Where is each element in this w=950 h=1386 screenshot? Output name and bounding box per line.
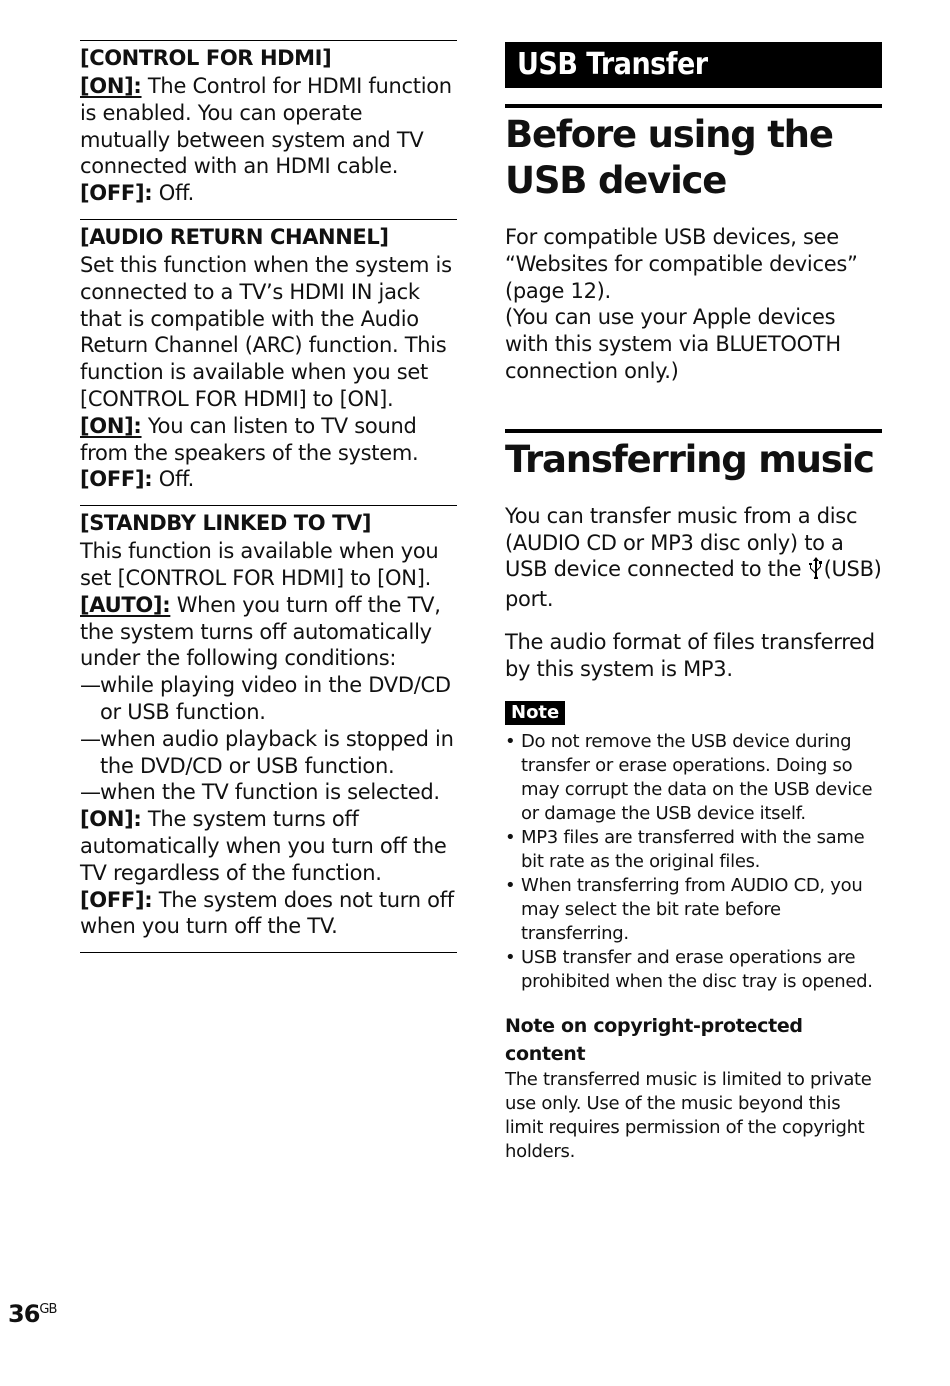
condition-item: — when audio playback is stopped in the DVD/CD or USB function. [80, 726, 457, 780]
on-option-text: The Control for HDMI function is enabled. You can operate mutually between system and TV connected with an HDMI cable. [80, 74, 452, 179]
arc-on [80, 413, 457, 467]
note-item: • USB transfer and erase operations are prohibited when the disc tray is opened. [505, 946, 882, 994]
on-option-text: The system turns off automatically when you turn off the TV regardless of the function. [80, 807, 447, 885]
arc-intro: Set this function when the system is connected to a TV’s HDMI IN jack that is compatible with the Audio Return Channel (ARC) function. This function is available when you set [CONTROL FOR HDMI] to [ON]. [80, 252, 452, 411]
off-option-label: [OFF]: [80, 887, 153, 912]
on-option-label: [ON]: [80, 74, 142, 98]
off-option-label: [OFF]: [80, 181, 153, 206]
heading-rule [505, 104, 882, 108]
before-text-1: For compatible USB devices, see “Websites for compatible devices” (page 12). [505, 225, 858, 303]
transfer-text-1b: (USB) port. [505, 557, 882, 612]
condition-item: — when the TV function is selected. [80, 779, 457, 806]
control-hdmi-off [80, 180, 457, 207]
on-option-text: You can listen to TV sound from the speakers of the system. [80, 413, 419, 465]
right-column [505, 42, 882, 1164]
transfer-text-2: The audio format of files transferred by this system is MP3. [505, 629, 875, 681]
left-column [80, 40, 457, 953]
section-divider [80, 952, 457, 953]
off-option-text: The system does not turn off when you turn off the TV. [80, 887, 454, 939]
on-option-label: [ON]: [80, 413, 142, 438]
copyright-text: The transferred music is limited to private use only. Use of the music beyond this limit requires permission of the copyright holders. [505, 1068, 872, 1162]
usb-icon [808, 557, 824, 586]
standby-section [80, 505, 457, 940]
standby-off [80, 887, 457, 941]
standby-title: [STANDBY LINKED TO TV] [80, 511, 372, 536]
page-number-suffix: GB [39, 1302, 57, 1317]
off-option-text: Off. [152, 181, 194, 206]
condition-item: — while playing video in the DVD/CD or USB function. [80, 672, 457, 726]
transfer-text-1 [505, 503, 882, 613]
standby-on [80, 806, 457, 886]
off-option-text: Off. [152, 467, 194, 492]
off-option-label: [OFF]: [80, 467, 153, 492]
before-text-2: (You can use your Apple devices with this system via BLUETOOTH connection only.) [505, 305, 841, 383]
chapter-band: USB Transfer [505, 42, 882, 88]
note-item: • When transferring from AUDIO CD, you may select the bit rate before transferring. [505, 874, 882, 946]
transfer-heading: Transferring music [505, 437, 874, 481]
arc-section [80, 219, 457, 493]
transfer-text-1a: You can transfer music from a disc (AUDIO CD or MP3 disc only) to a USB device connected to the [505, 503, 858, 582]
standby-intro: This function is available when you set [CONTROL FOR HDMI] to [ON]. [80, 539, 439, 590]
standby-auto [80, 592, 457, 672]
note-list [505, 730, 882, 994]
on-option-label: [ON]: [80, 807, 142, 832]
copyright-title: Note on copyright-protected content [505, 1014, 803, 1065]
page-number [8, 1300, 56, 1328]
heading-rule [505, 429, 882, 433]
auto-option-label: [AUTO]: [80, 592, 171, 617]
page-number-value: 36 [8, 1300, 40, 1328]
control-hdmi-section [80, 40, 457, 207]
auto-option-text: When you turn off the TV, the system turns off automatically under the following conditions: [80, 592, 441, 671]
control-hdmi-title: [CONTROL FOR HDMI] [80, 46, 332, 70]
before-heading: Before using the USB device [505, 113, 833, 202]
note-item: • MP3 files are transferred with the same bit rate as the original files. [505, 826, 882, 874]
control-hdmi-on [80, 73, 457, 180]
arc-off [80, 466, 457, 493]
arc-title: [AUDIO RETURN CHANNEL] [80, 224, 389, 249]
note-badge: Note [505, 701, 565, 725]
note-item: • Do not remove the USB device during transfer or erase operations. Doing so may corrupt the data on the USB device or damage the USB device itself. [505, 730, 882, 826]
